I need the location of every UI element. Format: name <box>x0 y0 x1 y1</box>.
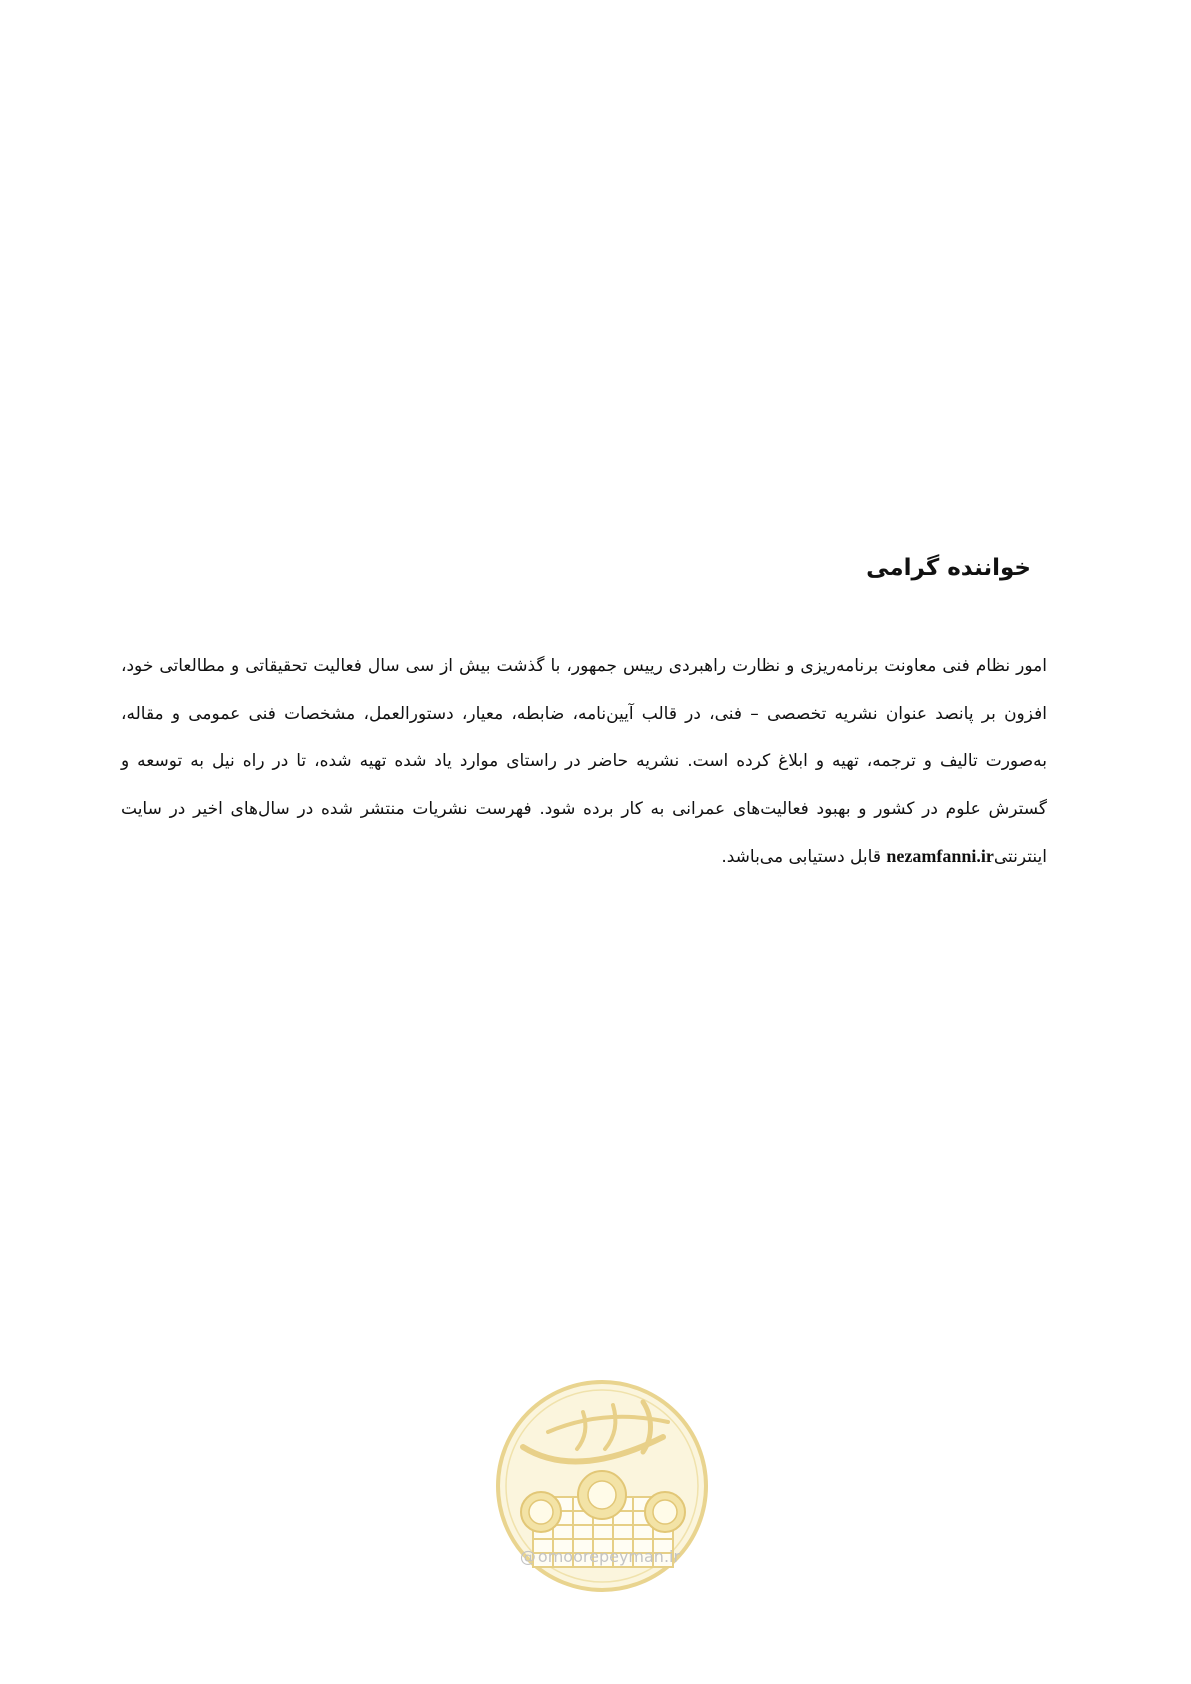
paragraph-text: امور نظام فنی معاونت برنامه‌ریزی و نظارت راهبردی رییس جمهور، با گذشت بیش از سی سال فعالیت تحقیقاتی و مطالعاتی خود، افزون بر پانصد عنوان نشریه تخصصی – فنی، در قالب آیین‌نامه، ضابطه، معیار، دستورالعمل، مشخصات فنی عمومی و مقاله، به‌صورت تالیف و ترجمه، تهیه و ابلاغ کرده است. نشریه حاضر در راستای موارد یاد شده تهیه شده، تا در راه نیل به توسعه و گسترش علوم در کشور و بهبود فعالیت‌های عمرانی به کار برده شود. فهرست نشریات منتشر شده در سال‌های اخیر در سایت اینترنتی <box>121 656 1047 867</box>
at-icon: @ <box>519 1547 536 1566</box>
page-heading: خواننده گرامی <box>866 555 1031 581</box>
watermark-site: omoorepeyman.ir <box>537 1547 681 1566</box>
paragraph-text-end: قابل دستیابی می‌باشد. <box>721 847 887 867</box>
watermark-caption <box>490 1547 710 1566</box>
website-link[interactable]: nezamfanni.ir <box>886 846 994 866</box>
body-paragraph <box>121 643 1047 882</box>
